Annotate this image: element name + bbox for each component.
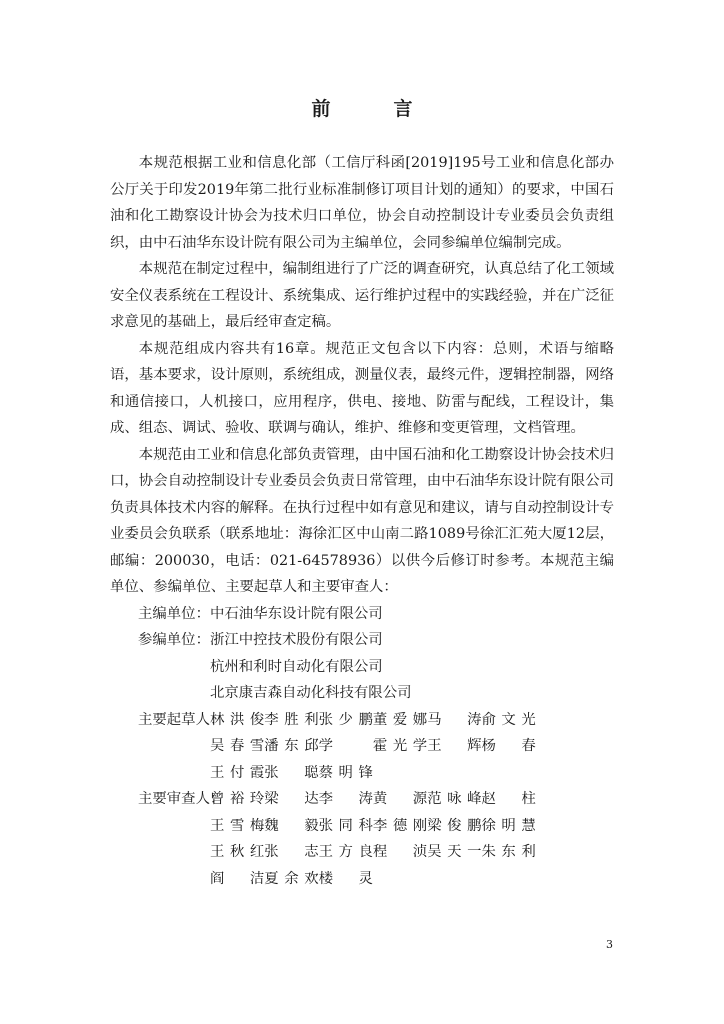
reviewer-name: 梁俊鹏: [427, 817, 482, 834]
drafter-name: 张 聪: [264, 764, 319, 781]
reviewer-name: 李 涛: [318, 791, 373, 807]
reviewer-name: 吴天一: [427, 844, 482, 860]
drafter-name: 马 涛: [427, 711, 482, 728]
participating-unit: 北京康吉森自动化科技有限公司: [210, 685, 412, 701]
drafter-name: 王 辉: [427, 738, 482, 754]
reviewer-name: 张 志: [264, 844, 319, 860]
drafters-names: [210, 707, 590, 787]
reviewers-label: 主要审查人：: [138, 791, 225, 807]
drafter-name: 霍光学: [372, 738, 428, 754]
preface-body: [110, 150, 614, 892]
participating-units-label: 参编单位：: [138, 632, 210, 648]
reviewer-name: 程 浈: [372, 844, 428, 860]
drafters-row: [110, 707, 614, 787]
drafter-name: 蔡明锋: [318, 764, 373, 781]
reviewer-name: 梁 达: [264, 791, 319, 807]
participating-units-row: [110, 654, 614, 681]
reviewer-name: 魏 毅: [264, 817, 319, 834]
reviewer-name: 夏余欢: [264, 870, 319, 887]
reviewer-name: 赵 柱: [481, 791, 536, 807]
reviewer-name: 王方良: [318, 844, 373, 860]
participating-unit: 浙江中控技术股份有限公司: [210, 632, 383, 648]
drafter-name: 杨 春: [481, 738, 536, 754]
participating-units-row: [110, 627, 614, 654]
reviewer-name: 朱东利: [481, 844, 536, 860]
chief-unit-name: 中石油华东设计院有限公司: [210, 605, 383, 622]
drafter-name: 俞文光: [481, 711, 536, 728]
drafter-name: 林洪俊: [210, 711, 265, 728]
reviewer-name: 黄 源: [372, 791, 428, 807]
reviewer-name: 李德刚: [372, 817, 428, 834]
reviewer-name: 徐明慧: [481, 817, 536, 834]
drafter-name: 王付霞: [210, 764, 265, 781]
drafter-name: 学: [318, 738, 333, 754]
participating-units-row: [110, 680, 614, 707]
page-title: 前 言: [311, 98, 435, 120]
reviewer-name: 楼 灵: [318, 870, 373, 887]
drafter-name: 潘东邱: [264, 738, 319, 754]
drafter-name: 张少鹏: [318, 711, 373, 728]
page-number: 3: [606, 938, 613, 951]
paragraph-3: 本规范组成内容共有16章。规范正文包含以下内容：总则，术语与缩略语，基本要求，设计原则，系统组成，测量仪表，最终元件，逻辑控制器，网络和通信接口，人机接口，应用程序，供电、接地、防雷与配线，工程设计，集成、组态、调试、验收、联调与确认，维护、维修和变更管理，文档管理。: [110, 340, 614, 436]
reviewers-row: [110, 786, 614, 892]
participating-unit: 杭州和利时自动化有限公司: [210, 658, 383, 675]
paragraph-4: 本规范由工业和信息化部负责管理，由中国石油和化工勘察设计协会技术归口，协会自动控制设计专业委员会负责日常管理，由中石油华东设计院有限公司负责具体技术内容的解释。在执行过程中如有意见和建议，请与自动控制设计专业委员会负联系（联系地址：海徐汇区中山南二路1089号徐汇汇苑大厦12层，邮编：200030，电话：021-64578936）以供今后修订时参考。本规范主编单位、参编单位、主要起草人和主要审查人：: [110, 446, 614, 595]
reviewer-name: 王雪梅: [210, 817, 265, 834]
paragraph-2: 本规范在制定过程中，编制组进行了广泛的调查研究，认真总结了化工领域安全仪表系统在工程设计、系统集成、运行维护过程中的实践经验，并在广泛征求意见的基础上，最后经审查定稿。: [110, 261, 614, 330]
reviewer-name: 王秋红: [210, 844, 265, 860]
drafter-name: 李胜利: [264, 711, 319, 728]
drafter-name: 董爱娜: [372, 711, 428, 728]
chief-unit-label: 主编单位：: [138, 605, 210, 622]
reviewer-name: 张同科: [318, 817, 373, 834]
reviewer-name: 阎 洁: [210, 870, 265, 887]
paragraph-1: 本规范根据工业和信息化部（工信厅科函[2019]195号工业和信息化部办公厅关于印发2019年第二批行业标准制修订项目计划的通知）的要求，中国石油和化工勘察设计协会为技术归口单位，协会自动控制设计专业委员会负责组织，由中石油华东设计院有限公司为主编单位，会同参编单位编制完成。: [110, 155, 614, 251]
reviewers-names: [210, 786, 590, 892]
drafter-name: 吴春雪: [210, 738, 265, 754]
drafters-label: 主要起草人：: [138, 711, 225, 728]
reviewer-name: 曾裕玲: [210, 791, 265, 807]
chief-unit-row: [110, 601, 614, 628]
reviewer-name: 范咏峰: [427, 791, 482, 807]
